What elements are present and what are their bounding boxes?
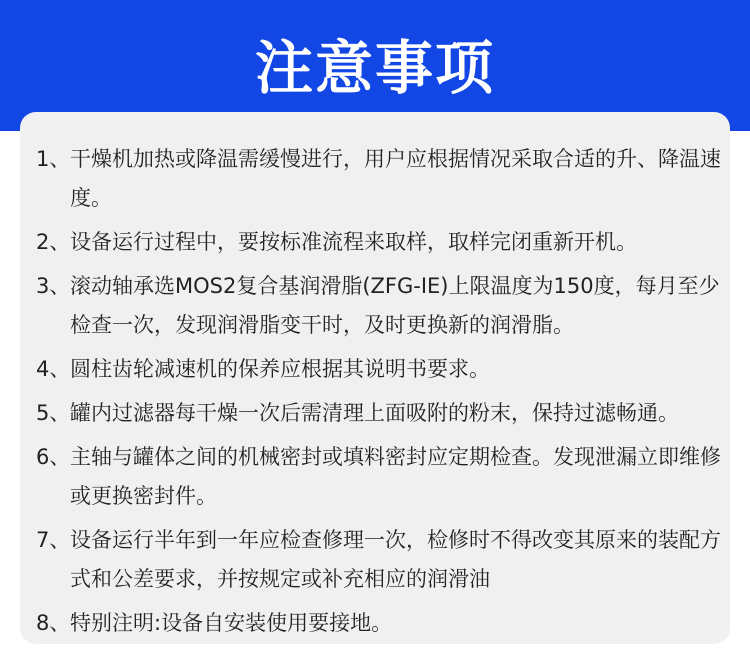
item-number: 4、 (36, 357, 71, 381)
list-item (36, 438, 726, 516)
item-text: 设备运行过程中，要按标准流程来取样，取样完闭重新开机。 (70, 230, 637, 254)
item-number: 3、 (36, 274, 71, 298)
item-number: 6、 (36, 445, 71, 469)
page-title: 注意事项 (254, 34, 495, 102)
item-number: 7、 (36, 528, 71, 552)
item-number: 1、 (36, 147, 71, 171)
item-text: 设备运行半年到一年应检查修理一次，检修时不得改变其原来的装配方式和公差要求，并按规定或补充相应的润滑油 (70, 528, 721, 591)
list-item (36, 140, 726, 218)
item-text: 罐内过滤器每干燥一次后需清理上面吸附的粉末，保持过滤畅通。 (70, 401, 679, 425)
list-item (36, 604, 726, 643)
list-item (36, 223, 726, 262)
list-item (36, 267, 726, 345)
item-text: 特别注明:设备自安装使用要接地。 (70, 611, 393, 635)
list-item (36, 394, 726, 433)
list-item (36, 350, 726, 389)
item-number: 2、 (36, 230, 71, 254)
item-number: 5、 (36, 401, 71, 425)
item-text: 圆柱齿轮减速机的保养应根据其说明书要求。 (70, 357, 490, 381)
item-text: 主轴与罐体之间的机械密封或填料密封应定期检查。发现泄漏立即维修或更换密封件。 (70, 445, 721, 508)
item-number: 8、 (36, 611, 71, 635)
notice-list (36, 140, 726, 648)
item-text: 干燥机加热或降温需缓慢进行，用户应根据情况采取合适的升、降温速度。 (70, 147, 721, 210)
item-text: 滚动轴承选MOS2复合基润滑脂(ZFG-IE)上限温度为150度，每月至少检查一次，发现润滑脂变干时，及时更换新的润滑脂。 (70, 274, 720, 337)
list-item (36, 521, 726, 599)
